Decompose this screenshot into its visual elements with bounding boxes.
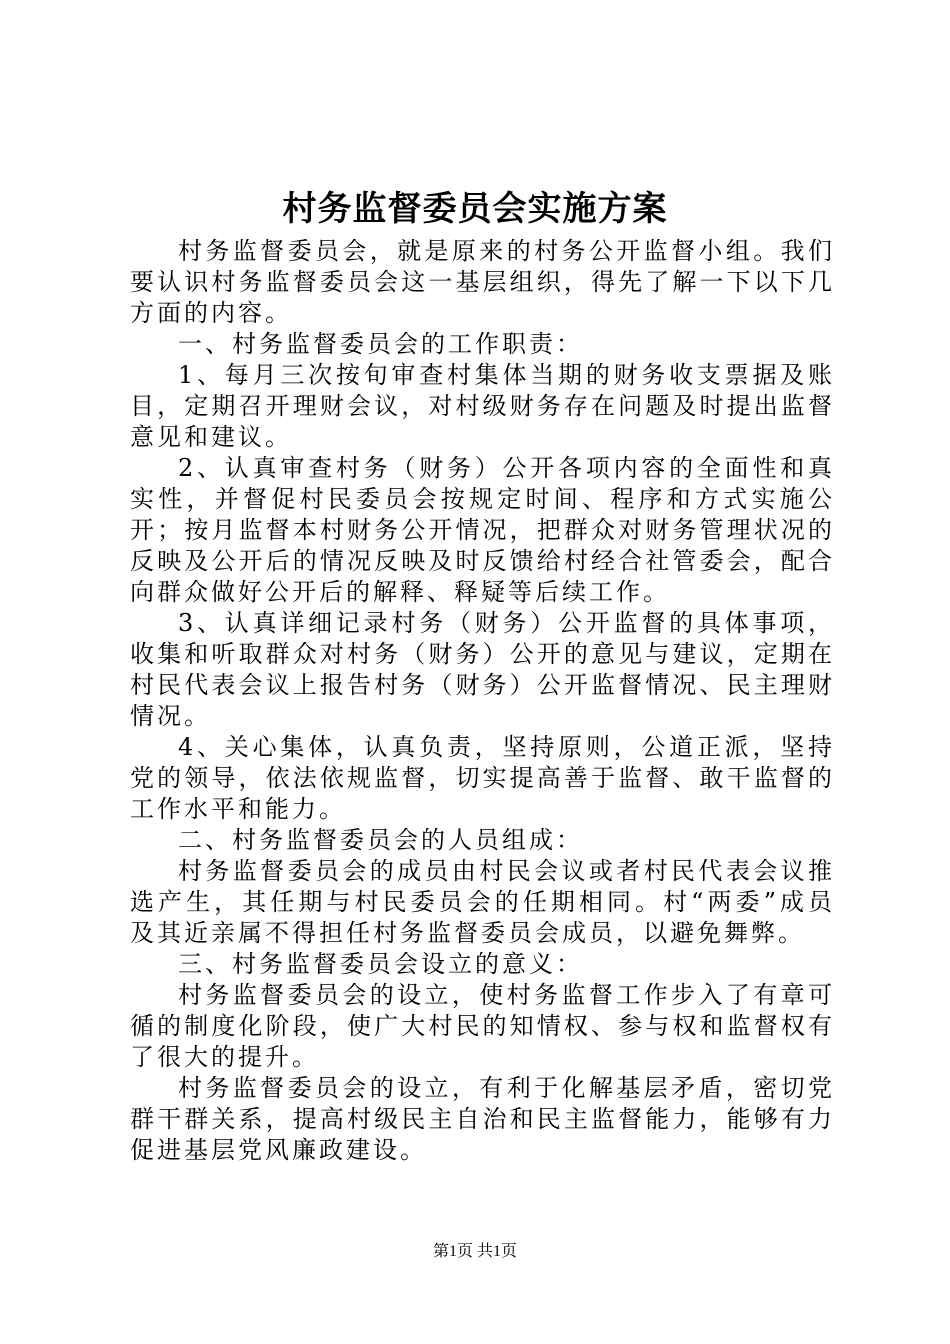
paragraph-intro: 村务监督委员会，就是原来的村务公开监督小组。我们要认识村务监督委员会这一基层组织，得先了解一下以下几方面的内容。 <box>130 237 835 327</box>
paragraph-composition: 村务监督委员会的成员由村民会议或者村民代表会议推选产生，其任期与村民委员会的任期相同。村“两委”成员及其近亲属不得担任村务监督委员会成员，以避免舞弊。 <box>130 857 835 947</box>
paragraph-duty-3: 3、认真详细记录村务（财务）公开监督的具体事项，收集和听取群众对村务（财务）公开的意见与建议，定期在村民代表会议上报告村务（财务）公开监督情况、民主理财情况。 <box>130 609 835 730</box>
heading-duties: 一、村务监督委员会的工作职责： <box>178 330 583 358</box>
paragraph-duty-4: 4、关心集体，认真负责，坚持原则，公道正派，坚持党的领导，依法依规监督，切实提高善于监督、敢干监督的工作水平和能力。 <box>130 733 835 823</box>
heading-composition: 二、村务监督委员会的人员组成： <box>178 826 583 854</box>
paragraph-significance-1: 村务监督委员会的设立，使村务监督工作步入了有章可循的制度化阶段，使广大村民的知情权、参与权和监督权有了很大的提升。 <box>130 981 835 1071</box>
paragraph-significance-2: 村务监督委员会的设立，有利于化解基层矛盾，密切党群干群关系，提高村级民主自治和民主监督能力，能够有力促进基层党风廉政建设。 <box>130 1074 835 1164</box>
page-footer: 第1页 共1页 <box>432 1243 517 1260</box>
document-body <box>130 236 835 1166</box>
heading-significance: 三、村务监督委员会设立的意义： <box>178 950 583 978</box>
paragraph-duty-2: 2、认真审查村务（财务）公开各项内容的全面性和真实性，并督促村民委员会按规定时间、程序和方式实施公开；按月监督本村财务公开情况，把群众对财务管理状况的反映及公开后的情况反映及时反馈给村经合社管委会，配合向群众做好公开后的解释、释疑等后续工作。 <box>130 454 835 606</box>
document-title: 村务监督委员会实施方案 <box>282 189 668 229</box>
paragraph-duty-1: 1、每月三次按旬审查村集体当期的财务收支票据及账目，定期召开理财会议，对村级财务存在问题及时提出监督意见和建议。 <box>130 361 835 451</box>
